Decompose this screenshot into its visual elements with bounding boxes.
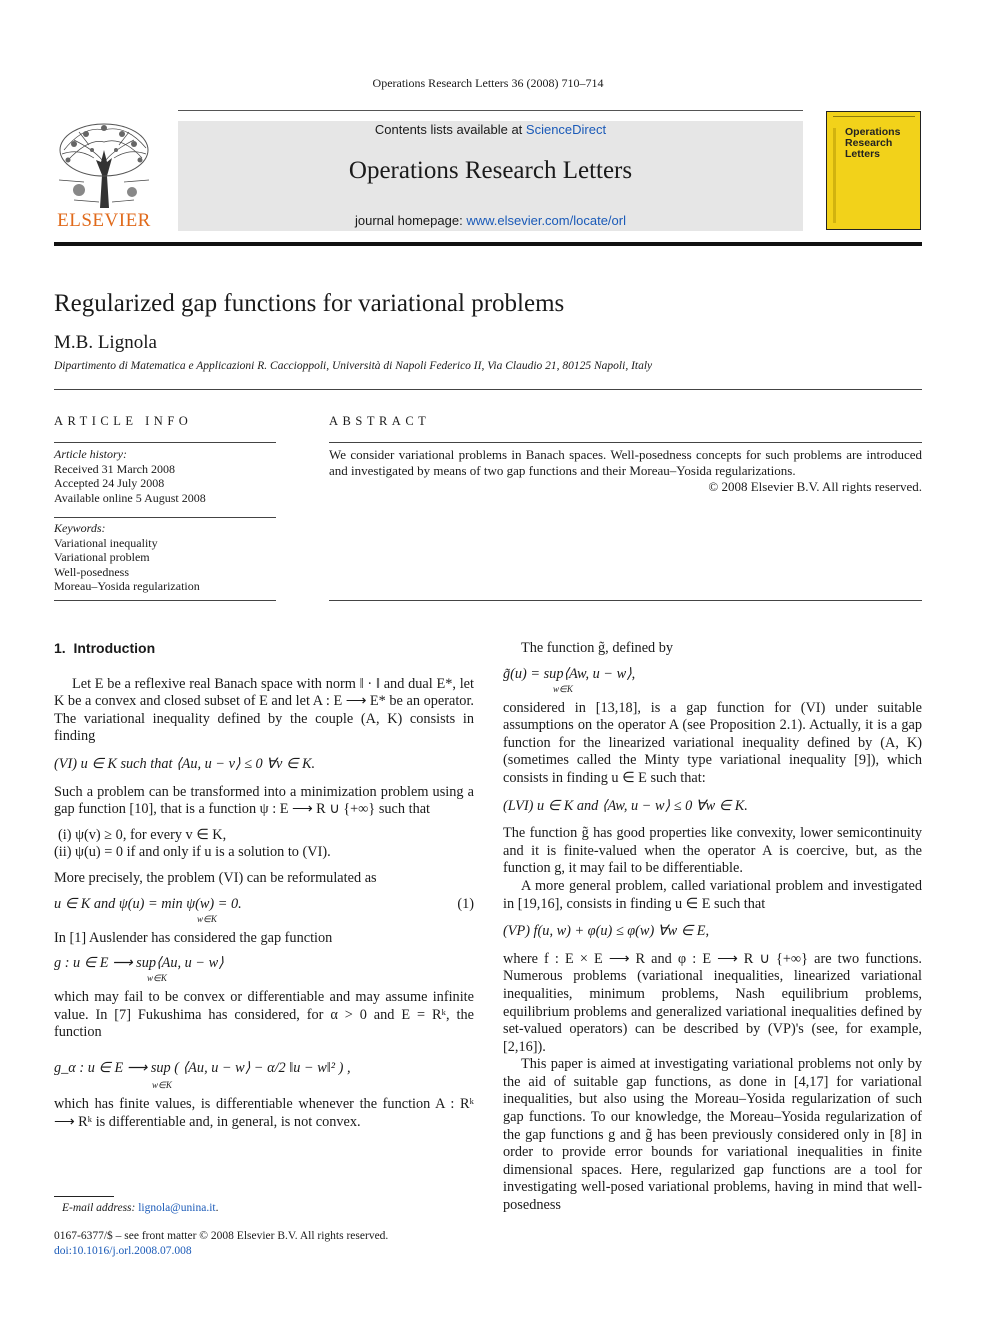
paragraph: which has finite values, is differentiable whenever the function A : Rᵏ ⟶ Rᵏ is differentiable and, in general, is not convex. <box>54 1095 474 1130</box>
equation-vp: (VP) f(u, w) + φ(u) ≤ φ(w) ∀w ∈ E, <box>503 923 710 940</box>
email-link[interactable]: lignola@unina.it <box>138 1202 216 1214</box>
paragraph: Such a problem can be transformed into a minimization problem using a gap function [10], that is a function ψ : E ⟶ R ∪ {+∞} such that <box>54 783 474 818</box>
equation-g-tilde: g̃(u) = sup⟨Aw, u − w⟩, w∈K <box>503 665 636 694</box>
equation-vi: (VI) u ∈ K such that ⟨Au, u − v⟩ ≤ 0 ∀v ∈ K. <box>54 755 316 772</box>
right-column <box>503 640 922 1215</box>
abstract-copyright: © 2008 Elsevier B.V. All rights reserved. <box>708 479 922 494</box>
article-history: Article history: Received 31 March 2008 Accepted 24 July 2008 Available online 5 August 2008 <box>54 447 206 505</box>
paragraph: Let E be a reflexive real Banach space with norm ‖ · ‖ and dual E*, let K be a convex and closed subset of E and let A : E ⟶ E* be an operator. The variational inequality defined by the couple (A, K) consists in finding <box>54 675 474 745</box>
cover-title-1: Operations <box>845 126 901 138</box>
keyword: Variational inequality <box>54 535 158 550</box>
journal-banner <box>178 121 803 231</box>
homepage-link[interactable]: www.elsevier.com/locate/orl <box>466 213 626 228</box>
paragraph: considered in [13,18], is a gap function for (VI) under suitable assumptions on the operator A (see Proposition 2.1). Actually, it is a gap function for the linearized variational inequality defined by (A, K) (sometimes called the Minty type variational inequality [9]), which consists in finding u ∈ E such that: <box>503 699 922 786</box>
contents-line: Contents lists available at ScienceDirect <box>374 122 607 137</box>
keyword: Moreau–Yosida regularization <box>54 579 200 593</box>
sciencedirect-link[interactable]: ScienceDirect <box>525 122 607 137</box>
left-column <box>54 640 474 1131</box>
elsevier-tree-icon <box>54 120 154 212</box>
journal-cover[interactable] <box>826 111 921 230</box>
equation-1: u ∈ K and ψ(u) = min ψ(w) = 0. w∈K (1) <box>54 895 474 924</box>
keyword: Variational problem <box>54 550 150 564</box>
abstract-text: We consider variational problems in Banach spaces. Well-posedness concepts for such problems are introduced and investigated by means of two gap functions and their Moreau–Yosida regularizations. © 2008 Elsevier B.V. All rights reserved. <box>329 447 922 494</box>
homepage-line: journal homepage: www.elsevier.com/locate/orl <box>355 213 626 228</box>
footnote-email: E-mail address: lignola@unina.it. <box>62 1202 219 1214</box>
issn-line: 0167-6377/$ – see front matter © 2008 Elsevier B.V. All rights reserved. <box>54 1230 389 1242</box>
journal-title: Operations Research Letters <box>348 157 633 184</box>
paragraph: The function g̃, defined by <box>521 640 674 656</box>
paragraph: The function g̃ has good properties like convexity, lower semicontinuity and it is finite-valued when the operator A is coercive, but, as the function g, it may fail to be differentiable. <box>503 825 922 877</box>
paragraph: where f : E × E ⟶ R and φ : E ⟶ R ∪ {+∞} are two functions. Numerous problems (variational inequalities, linearized variational inequalities, minimum problems, Nash equilibrium problems, equilibrium problems and generalized variational inequalities defined by set-valued operators) can be described by (VP)'s (see, for example, [2,16]). <box>503 950 922 1055</box>
cover-title-3: Letters <box>845 148 881 160</box>
article-info-heading: ARTICLE INFO <box>54 414 193 428</box>
equation-g: g : u ∈ E ⟶ sup⟨Au, u − w⟩ w∈K <box>54 955 224 984</box>
paragraph: which may fail to be convex or differentiable and may assume infinite value. In [7] Fukushima has considered, for α > 0 and E = Rᵏ, the function <box>54 989 474 1041</box>
abstract-heading: ABSTRACT <box>329 414 431 428</box>
equation-g-alpha: g_α : u ∈ E ⟶ sup ( ⟨Au, u − w⟩ − α/2 ‖u − w‖² ) , w∈K <box>54 1059 351 1090</box>
keyword: Well-posedness <box>54 564 130 579</box>
list-item: (i) ψ(v) ≥ 0, for every v ∈ K, <box>58 826 227 843</box>
paragraph: A more general problem, called variational problem and investigated in [19,16], consists in finding u ∈ E such that <box>503 877 922 912</box>
author: M.B. Lignola <box>54 332 157 353</box>
section-heading: 1. Introduction <box>54 640 156 656</box>
paragraph: More precisely, the problem (VI) can be reformulated as <box>54 869 377 886</box>
keywords: Keywords: Variational inequality Variational problem Well-posedness Moreau–Yosida regularization <box>54 521 200 593</box>
cover-title-2: Research <box>845 137 893 149</box>
equation-lvi: (LVI) u ∈ K and ⟨Aw, u − w⟩ ≤ 0 ∀w ∈ K. <box>503 797 748 814</box>
paragraph: This paper is aimed at investigating variational problems not only by the aid of suitable gap functions, as done in [4,17] for variational inequalities, but also using the Moreau–Yosida regularization of such gap functions. To our knowledge, the Moreau–Yosida regularization of the gap functions g and g̃ has been previously considered only in [8] in order to provide error bounds for variational inequalities in finite dimensional spaces. Here, regularized gap functions are a tool for investigating well-posed variational problems, having in mind that well-posedness <box>503 1056 922 1214</box>
affiliation: Dipartimento di Matematica e Applicazioni R. Caccioppoli, Università di Napoli Federico II, Via Claudio 21, 80125 Napoli, Italy <box>54 360 653 372</box>
paragraph: In [1] Auslender has considered the gap function <box>54 929 333 946</box>
publisher-name: ELSEVIER <box>57 210 151 231</box>
list-item: (ii) ψ(u) = 0 if and only if u is a solution to (VI). <box>54 844 331 861</box>
elsevier-logo[interactable] <box>54 120 154 232</box>
doi-link[interactable]: doi:10.1016/j.orl.2008.07.008 <box>54 1245 192 1257</box>
journal-citation: Operations Research Letters 36 (2008) 710–714 <box>372 76 604 90</box>
article-title: Regularized gap functions for variational problems <box>54 290 565 317</box>
